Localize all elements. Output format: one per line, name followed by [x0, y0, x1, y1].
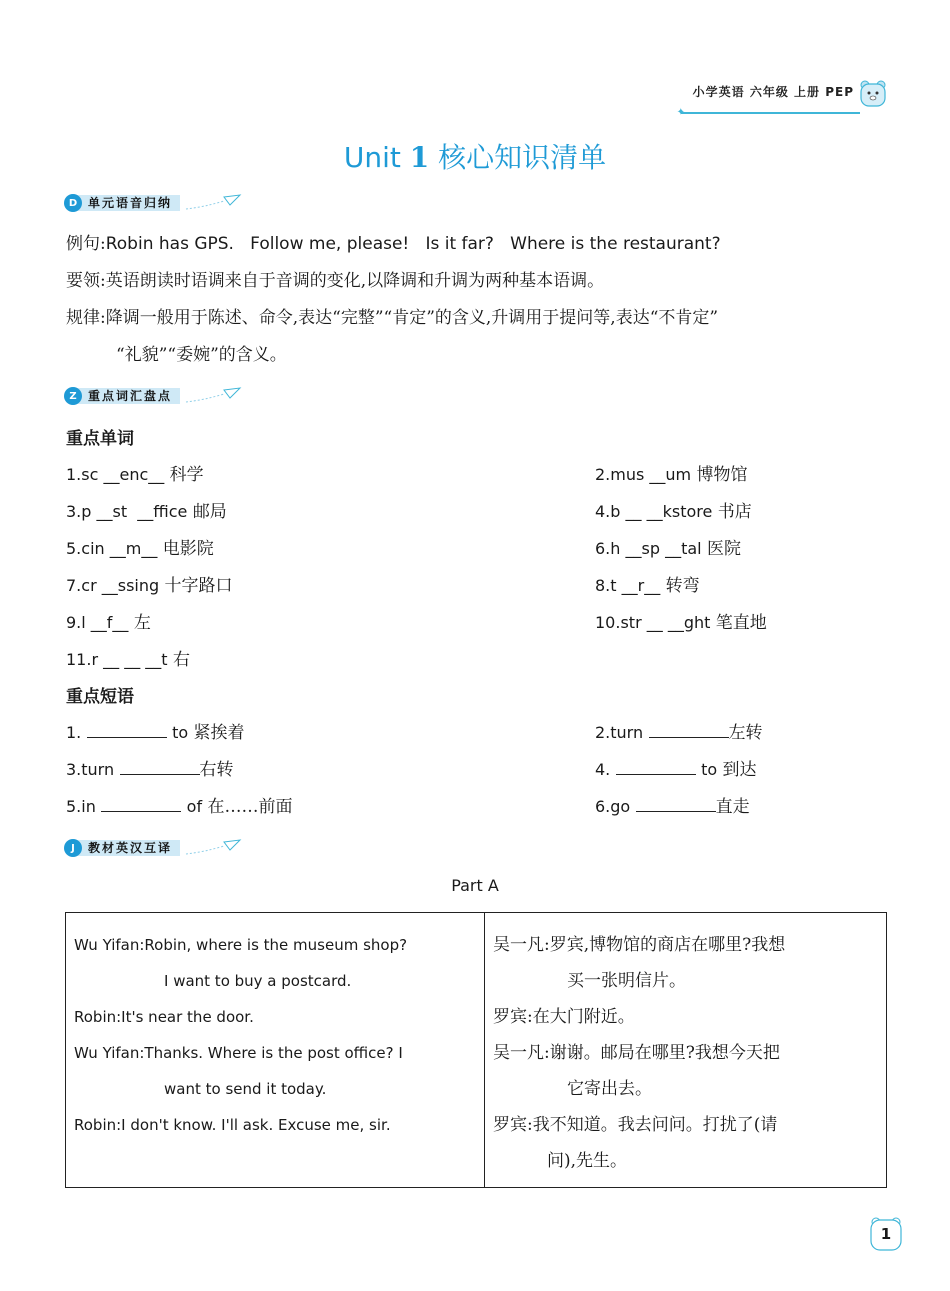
vocab-item: 5.cin __m__ 电影院: [66, 539, 214, 559]
vocab-item: 3.p __st __ffice 邮局: [66, 502, 227, 522]
vocab-item: 9.l __f__ 左: [66, 613, 151, 633]
section-label: 单元语音归纳: [76, 195, 180, 211]
phrase-item: 6.go 直走: [595, 797, 750, 817]
phrase-item: 1. to 紧挨着: [66, 723, 245, 743]
phrase-item: 5.in of 在……前面: [66, 797, 293, 817]
vocab-item: 1.sc __enc__ 科学: [66, 465, 204, 485]
dialog-line: Wu Yifan:Robin, where is the museum shop?: [74, 936, 408, 954]
examples-label: 例句:: [66, 234, 106, 254]
dialog-line-cont: want to send it today.: [164, 1080, 327, 1098]
title-suffix: 核心知识清单: [438, 141, 607, 174]
section-letter: Z: [64, 387, 82, 405]
dialog-line-cont: 问),先生。: [547, 1151, 628, 1171]
part-title: Part A: [451, 876, 499, 895]
page-header: [676, 78, 888, 118]
bear-icon: [858, 78, 888, 108]
vocab-item: 4.b __ __kstore 书店: [595, 502, 752, 522]
dialog-line: 吴一凡:罗宾,博物馆的商店在哪里?我想: [493, 935, 786, 955]
dialog-line-cont: 它寄出去。: [567, 1079, 652, 1099]
examples-line: [66, 229, 721, 254]
section-tag-translation: [64, 838, 244, 858]
phrases-heading: 重点短语: [66, 687, 134, 707]
vocab-item: 2.mus __um 博物馆: [595, 465, 748, 485]
rule-label: 规律:: [66, 308, 106, 328]
key-label: 要领:: [66, 271, 106, 291]
vocab-item: 6.h __sp __tal 医院: [595, 539, 741, 559]
page-number-badge: [868, 1216, 904, 1252]
answer-blank[interactable]: [120, 774, 200, 775]
rule-line: [66, 303, 718, 328]
page-number: 1: [880, 1225, 892, 1243]
dialog-line: 吴一凡:谢谢。邮局在哪里?我想今天把: [493, 1043, 780, 1063]
header-text: 小学英语 六年级 上册 PEP: [692, 85, 854, 99]
phrase-item: 2.turn 左转: [595, 723, 763, 743]
paper-plane-icon: [184, 386, 244, 406]
title-number: 1: [409, 141, 430, 174]
rule-text: 降调一般用于陈述、命令,表达“完整”“肯定”的含义,升调用于提问等,表达“不肯定”: [105, 308, 719, 328]
dialog-line-cont: 买一张明信片。: [567, 971, 686, 991]
section-tag-vocabulary: [64, 386, 244, 406]
dialog-line: 罗宾:在大门附近。: [493, 1007, 635, 1027]
phrase-item: 4. to 到达: [595, 760, 757, 780]
dialog-line: Wu Yifan:Thanks. Where is the post office? I: [74, 1044, 403, 1062]
section-letter: J: [64, 839, 82, 857]
dialog-line-cont: I want to buy a postcard.: [164, 972, 352, 990]
section-tag-phonetics: [64, 193, 244, 213]
rule-text-2: “礼貌”“委婉”的含义。: [116, 345, 287, 365]
vocab-item: 7.cr __ssing 十字路口: [66, 576, 233, 596]
dialog-line: 罗宾:我不知道。我去问问。打扰了(请: [493, 1115, 778, 1135]
rule-line-2: [116, 340, 287, 365]
answer-blank[interactable]: [101, 811, 181, 812]
key-text: 英语朗读时语调来自于音调的变化,以降调和升调为两种基本语调。: [105, 271, 605, 291]
answer-blank[interactable]: [87, 737, 167, 738]
sparkle-icon: ✦: [676, 107, 686, 118]
answer-blank[interactable]: [636, 811, 716, 812]
dialog-line: Robin:I don't know. I'll ask. Excuse me, sir.: [74, 1116, 391, 1134]
paper-plane-icon: [184, 193, 244, 213]
section-label: 教材英汉互译: [76, 840, 180, 856]
phrase-item: 3.turn 右转: [66, 760, 234, 780]
dialog-table: [65, 912, 887, 1188]
section-letter: D: [64, 194, 82, 212]
title-prefix: Unit: [343, 141, 401, 174]
section-label: 重点词汇盘点: [76, 388, 180, 404]
answer-blank[interactable]: [616, 774, 696, 775]
header-underline: [681, 112, 860, 114]
words-heading: 重点单词: [66, 429, 134, 449]
vocab-item: 11.r __ __ __t 右: [66, 650, 190, 670]
answer-blank[interactable]: [649, 737, 729, 738]
vocab-item: 10.str __ __ght 笔直地: [595, 613, 767, 633]
examples-text: Robin has GPS. Follow me, please! Is it far? Where is the restaurant?: [105, 234, 721, 254]
dialog-line: Robin:It's near the door.: [74, 1008, 254, 1026]
page-title: [0, 136, 950, 176]
vocab-item: 8.t __r__ 转弯: [595, 576, 700, 596]
chinese-column: [485, 913, 887, 1188]
key-line: [66, 266, 604, 291]
english-column: [66, 913, 485, 1188]
paper-plane-icon: [184, 838, 244, 858]
